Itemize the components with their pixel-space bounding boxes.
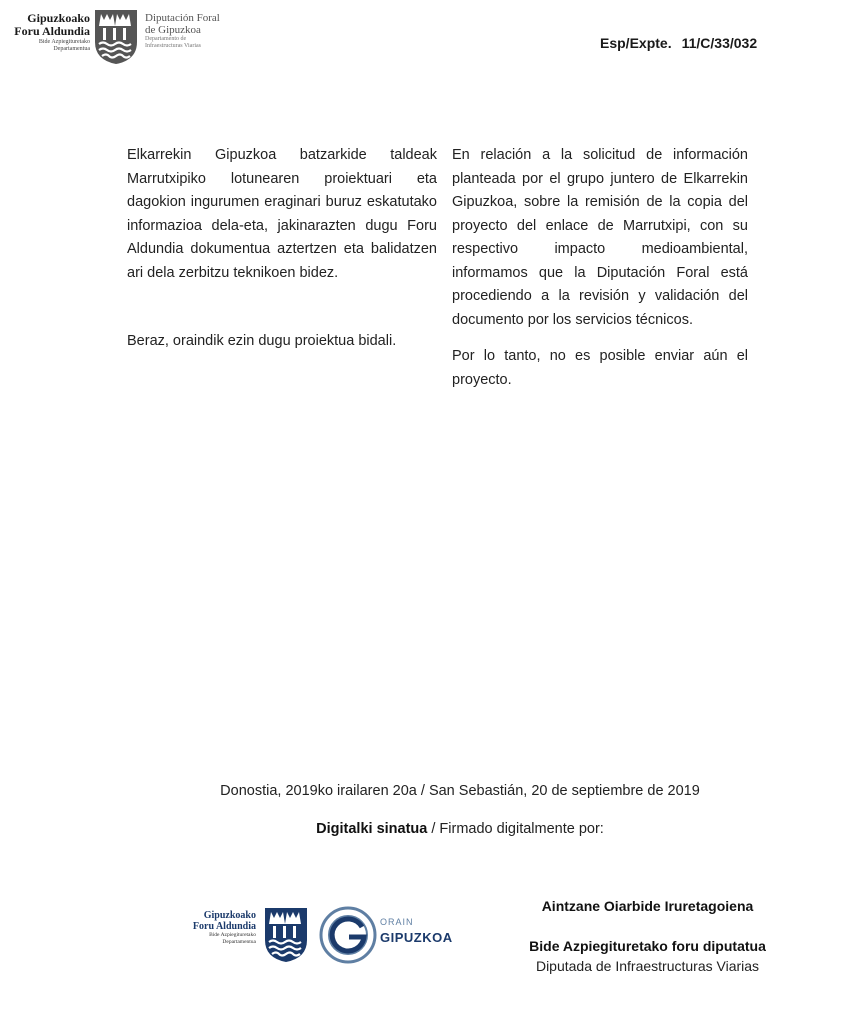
signer-name: Aintzane Oiarbide Iruretagoiena	[541, 898, 754, 914]
spanish-paragraph-1: En relación a la solicitud de información planteada por el grupo juntero de Elkarrekin Gipuzkoa, sobre la remisión de la copia del proyecto del enlace de Marrutxipi, con su respectivo impacto medioambiental, informamos que la Diputación Foral está procediendo a la revisión y validación del documento por los servicios técnicos.	[452, 147, 748, 328]
digital-signature-label	[0, 821, 843, 837]
footer-coat-of-arms-icon	[263, 906, 309, 964]
file-reference	[600, 35, 795, 51]
logo-text-spanish: Diputación Foral de Gipuzkoa Departamento de Infraestructuras Viarias	[145, 12, 220, 49]
coat-of-arms-icon	[93, 8, 139, 66]
file-reference-label: Esp/Expte.	[600, 35, 672, 51]
signed-basque: Digitalki sinatua	[316, 821, 428, 837]
spanish-column	[452, 144, 748, 392]
basque-paragraph-2: Beraz, oraindik ezin dugu proiektua bidali.	[127, 333, 397, 349]
signer-role-basque: Bide Azpiegituretako foru diputatua	[529, 938, 766, 954]
footer-logo-text: Gipuzkoako Foru Aldundia Bide Azpiegituretako Departamentua	[192, 910, 256, 945]
gipuzkoa-text: GIPUZKOA	[380, 930, 453, 945]
logo-text-basque: Gipuzkoako Foru Aldundia Bide Azpiegituretako Departamentua	[14, 11, 90, 52]
signed-spanish: / Firmado digitalmente por:	[427, 821, 604, 837]
spanish-paragraph-2: Por lo tanto, no es posible enviar aún el proyecto.	[452, 348, 748, 388]
basque-column	[127, 144, 437, 354]
file-reference-code: 11/C/33/032	[681, 35, 758, 51]
signer-role-spanish: Diputada de Infraestructuras Viarias	[535, 958, 760, 974]
place-date: Donostia, 2019ko irailaren 20a / San Sebastián, 20 de septiembre de 2019	[220, 783, 700, 799]
orain-g-logo-icon	[318, 905, 378, 965]
orain-text: ORAIN	[380, 917, 414, 927]
basque-paragraph-1: Elkarrekin Gipuzkoa batzarkide taldeak Marrutxipiko lotunearen proiektuari eta dagokion ingurumen eraginari buruz eskatutako informazioa dela-eta, jakinarazten dugu Foru Aldundia dokumentua aztertzen eta balidatzen ari dela zerbitzu teknikoen bidez.	[127, 147, 437, 281]
